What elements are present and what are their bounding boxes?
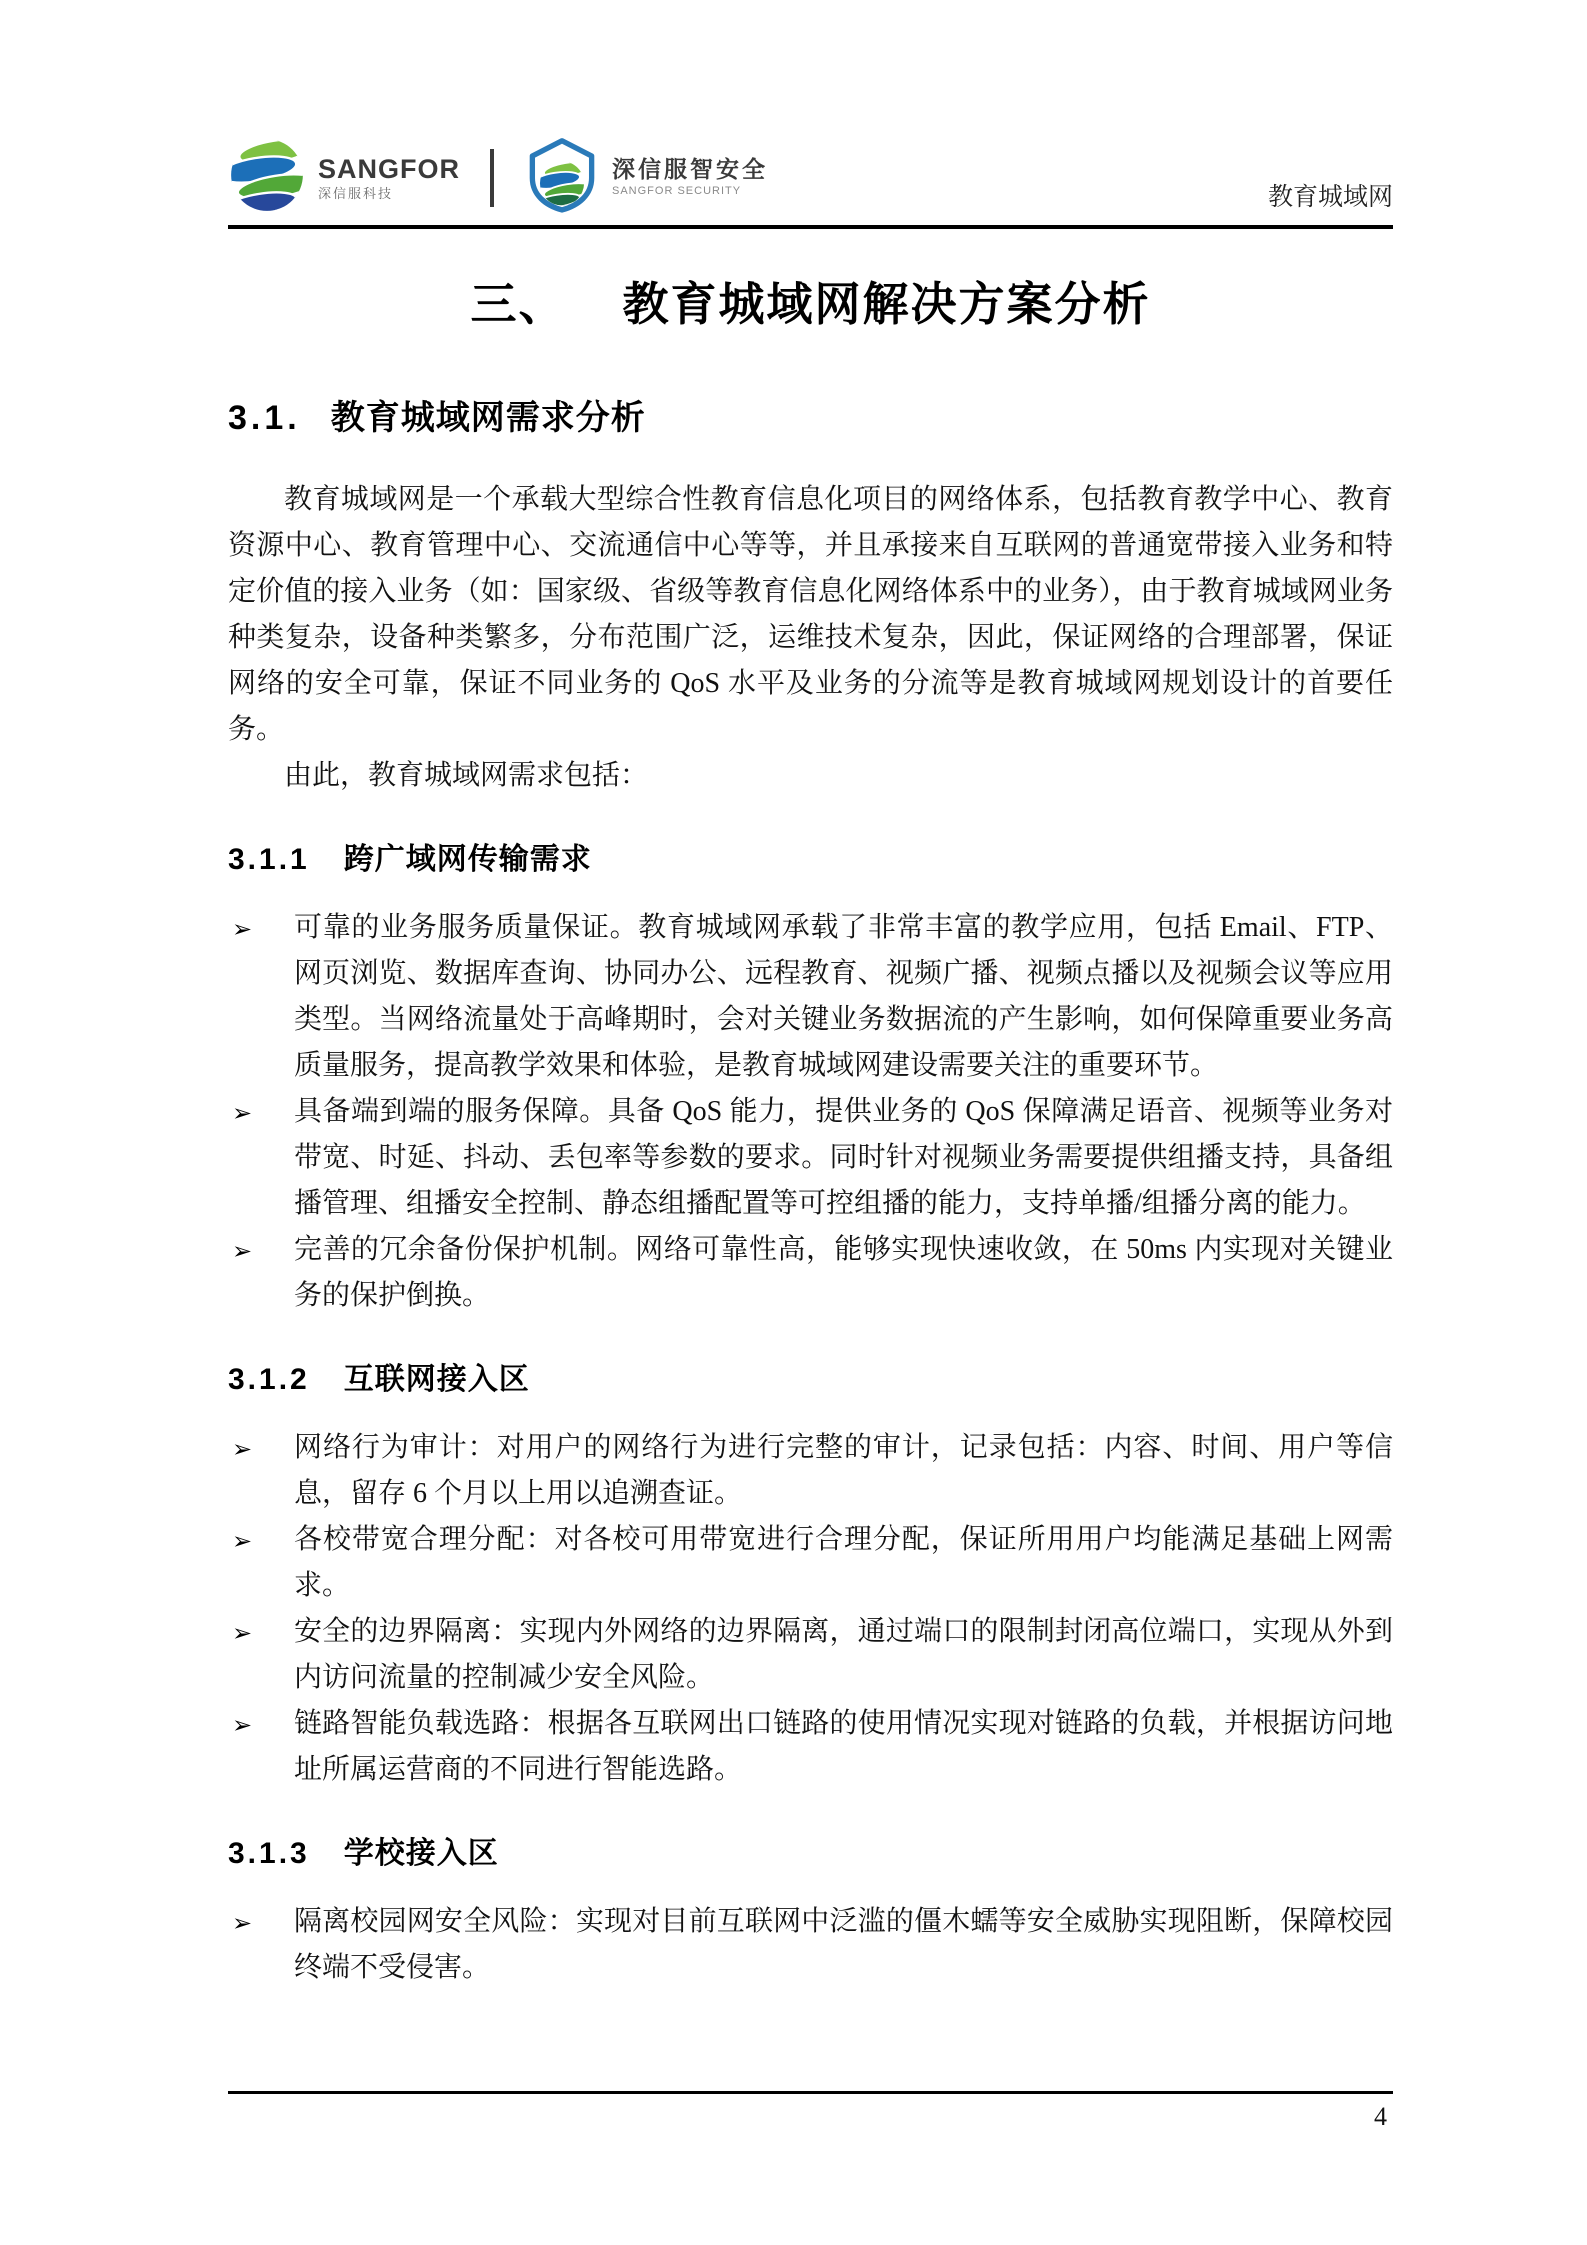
arrow-bullet-icon: ➢ [232, 915, 253, 943]
body-paragraph: 教育城域网是一个承载大型综合性教育信息化项目的网络体系，包括教育教学中心、教育资源中心、教育管理中心、交流通信中心等等，并且承接来自互联网的普通宽带接入业务和特定价值的接入业务（如：国家级、省级等教育信息化网络体系中的业务），由于教育城域网业务种类复杂，设备种类繁多，分布范围广泛，运维技术复杂，因此，保证网络的合理部署，保证网络的安全可靠，保证不同业务的 QoS 水平及业务的分流等是教育城域网规划设计的首要任务。 [228, 484, 1393, 745]
bullet-text: 可靠的业务服务质量保证。教育城域网承载了非常丰富的教学应用，包括 Email、FTP、网页浏览、数据库查询、协同办公、远程教育、视频广播、视频点播以及视频会议等应用类型。当网络流量处于高峰期时，会对关键业务数据流的产生影响，如何保障重要业务高质量服务，提高教学效果和体验，是教育城域网建设需要关注的重要环节。 [294, 912, 1393, 1081]
page-header [228, 0, 1393, 229]
section-number: 3.1.2 [228, 1363, 310, 1396]
arrow-bullet-icon: ➢ [232, 1619, 253, 1647]
section-heading-3-1 [228, 395, 1393, 441]
arrow-bullet-icon: ➢ [232, 1527, 253, 1555]
section-title: 跨广域网传输需求 [343, 843, 592, 876]
sangfor-brand-subtext: 深信服科技 [318, 185, 394, 201]
list-item [228, 1609, 1393, 1701]
header-rule [228, 225, 1393, 229]
sangfor-globe-icon [228, 136, 306, 219]
bullet-list [228, 905, 1393, 1319]
list-item [228, 1701, 1393, 1793]
arrow-bullet-icon: ➢ [232, 1435, 253, 1463]
title-number: 三、 [470, 278, 567, 330]
security-brand-subtext: SANGFOR SECURITY [612, 185, 742, 198]
section-number: 3.1.1 [228, 843, 310, 876]
bullet-text: 链路智能负载选路：根据各互联网出口链路的使用情况实现对链路的负载，并根据访问地址所属运营商的不同进行智能选路。 [294, 1708, 1393, 1785]
list-item [228, 905, 1393, 1089]
bullet-text: 安全的边界隔离：实现内外网络的边界隔离，通过端口的限制封闭高位端口，实现从外到内访问流量的控制减少安全风险。 [294, 1616, 1393, 1693]
section-title: 互联网接入区 [343, 1363, 530, 1396]
body-paragraph: 由此，教育城域网需求包括： [284, 760, 649, 791]
list-item [228, 1517, 1393, 1609]
sangfor-logo [228, 136, 460, 219]
section-heading-3-1-3 [228, 1833, 1393, 1875]
bullet-text: 各校带宽合理分配：对各校可用带宽进行合理分配，保证所用用户均能满足基础上网需求。 [294, 1524, 1393, 1601]
page-number: 4 [1374, 2102, 1387, 2131]
list-item [228, 1899, 1393, 1991]
shield-globe-icon [524, 137, 600, 218]
header-logos [228, 136, 768, 219]
header-document-title: 教育城域网 [1267, 184, 1393, 211]
bullet-list [228, 1899, 1393, 1991]
arrow-bullet-icon: ➢ [232, 1711, 253, 1739]
section-title: 学校接入区 [343, 1837, 499, 1870]
sangfor-brand-text: SANGFOR [318, 153, 460, 184]
bullet-text: 完善的冗余备份保护机制。网络可靠性高，能够实现快速收敛，在 50ms 内实现对关键业务的保护倒换。 [294, 1234, 1393, 1311]
section-heading-3-1-1 [228, 839, 1393, 881]
arrow-bullet-icon: ➢ [232, 1909, 253, 1937]
bullet-text: 隔离校园网安全风险：实现对目前互联网中泛滥的僵木蠕等安全威胁实现阻断，保障校园终端不受侵害。 [294, 1906, 1393, 1983]
bullet-text: 网络行为审计：对用户的网络行为进行完整的审计，记录包括：内容、时间、用户等信息，留存 6 个月以上用以追溯查证。 [294, 1432, 1393, 1509]
arrow-bullet-icon: ➢ [232, 1099, 253, 1127]
page-title [228, 273, 1393, 335]
section-title: 教育城域网需求分析 [330, 399, 646, 437]
section-number: 3.1. [228, 399, 301, 437]
list-item [228, 1089, 1393, 1227]
footer-rule [228, 2091, 1393, 2094]
bullet-text: 具备端到端的服务保障。具备 QoS 能力，提供业务的 QoS 保障满足语音、视频等业务对带宽、时延、抖动、丢包率等参数的要求。同时针对视频业务需要提供组播支持，具备组播管理、组播安全控制、静态组播配置等可控组播的能力，支持单播/组播分离的能力。 [294, 1096, 1393, 1219]
bullet-list [228, 1425, 1393, 1793]
section-heading-3-1-2 [228, 1359, 1393, 1401]
list-item [228, 1227, 1393, 1319]
sangfor-security-logo [524, 137, 768, 218]
section-number: 3.1.3 [228, 1837, 310, 1870]
security-brand-text: 深信服智安全 [612, 156, 768, 183]
arrow-bullet-icon: ➢ [232, 1237, 253, 1265]
title-text: 教育城域网解决方案分析 [622, 278, 1151, 330]
list-item [228, 1425, 1393, 1517]
logo-divider [490, 149, 494, 207]
